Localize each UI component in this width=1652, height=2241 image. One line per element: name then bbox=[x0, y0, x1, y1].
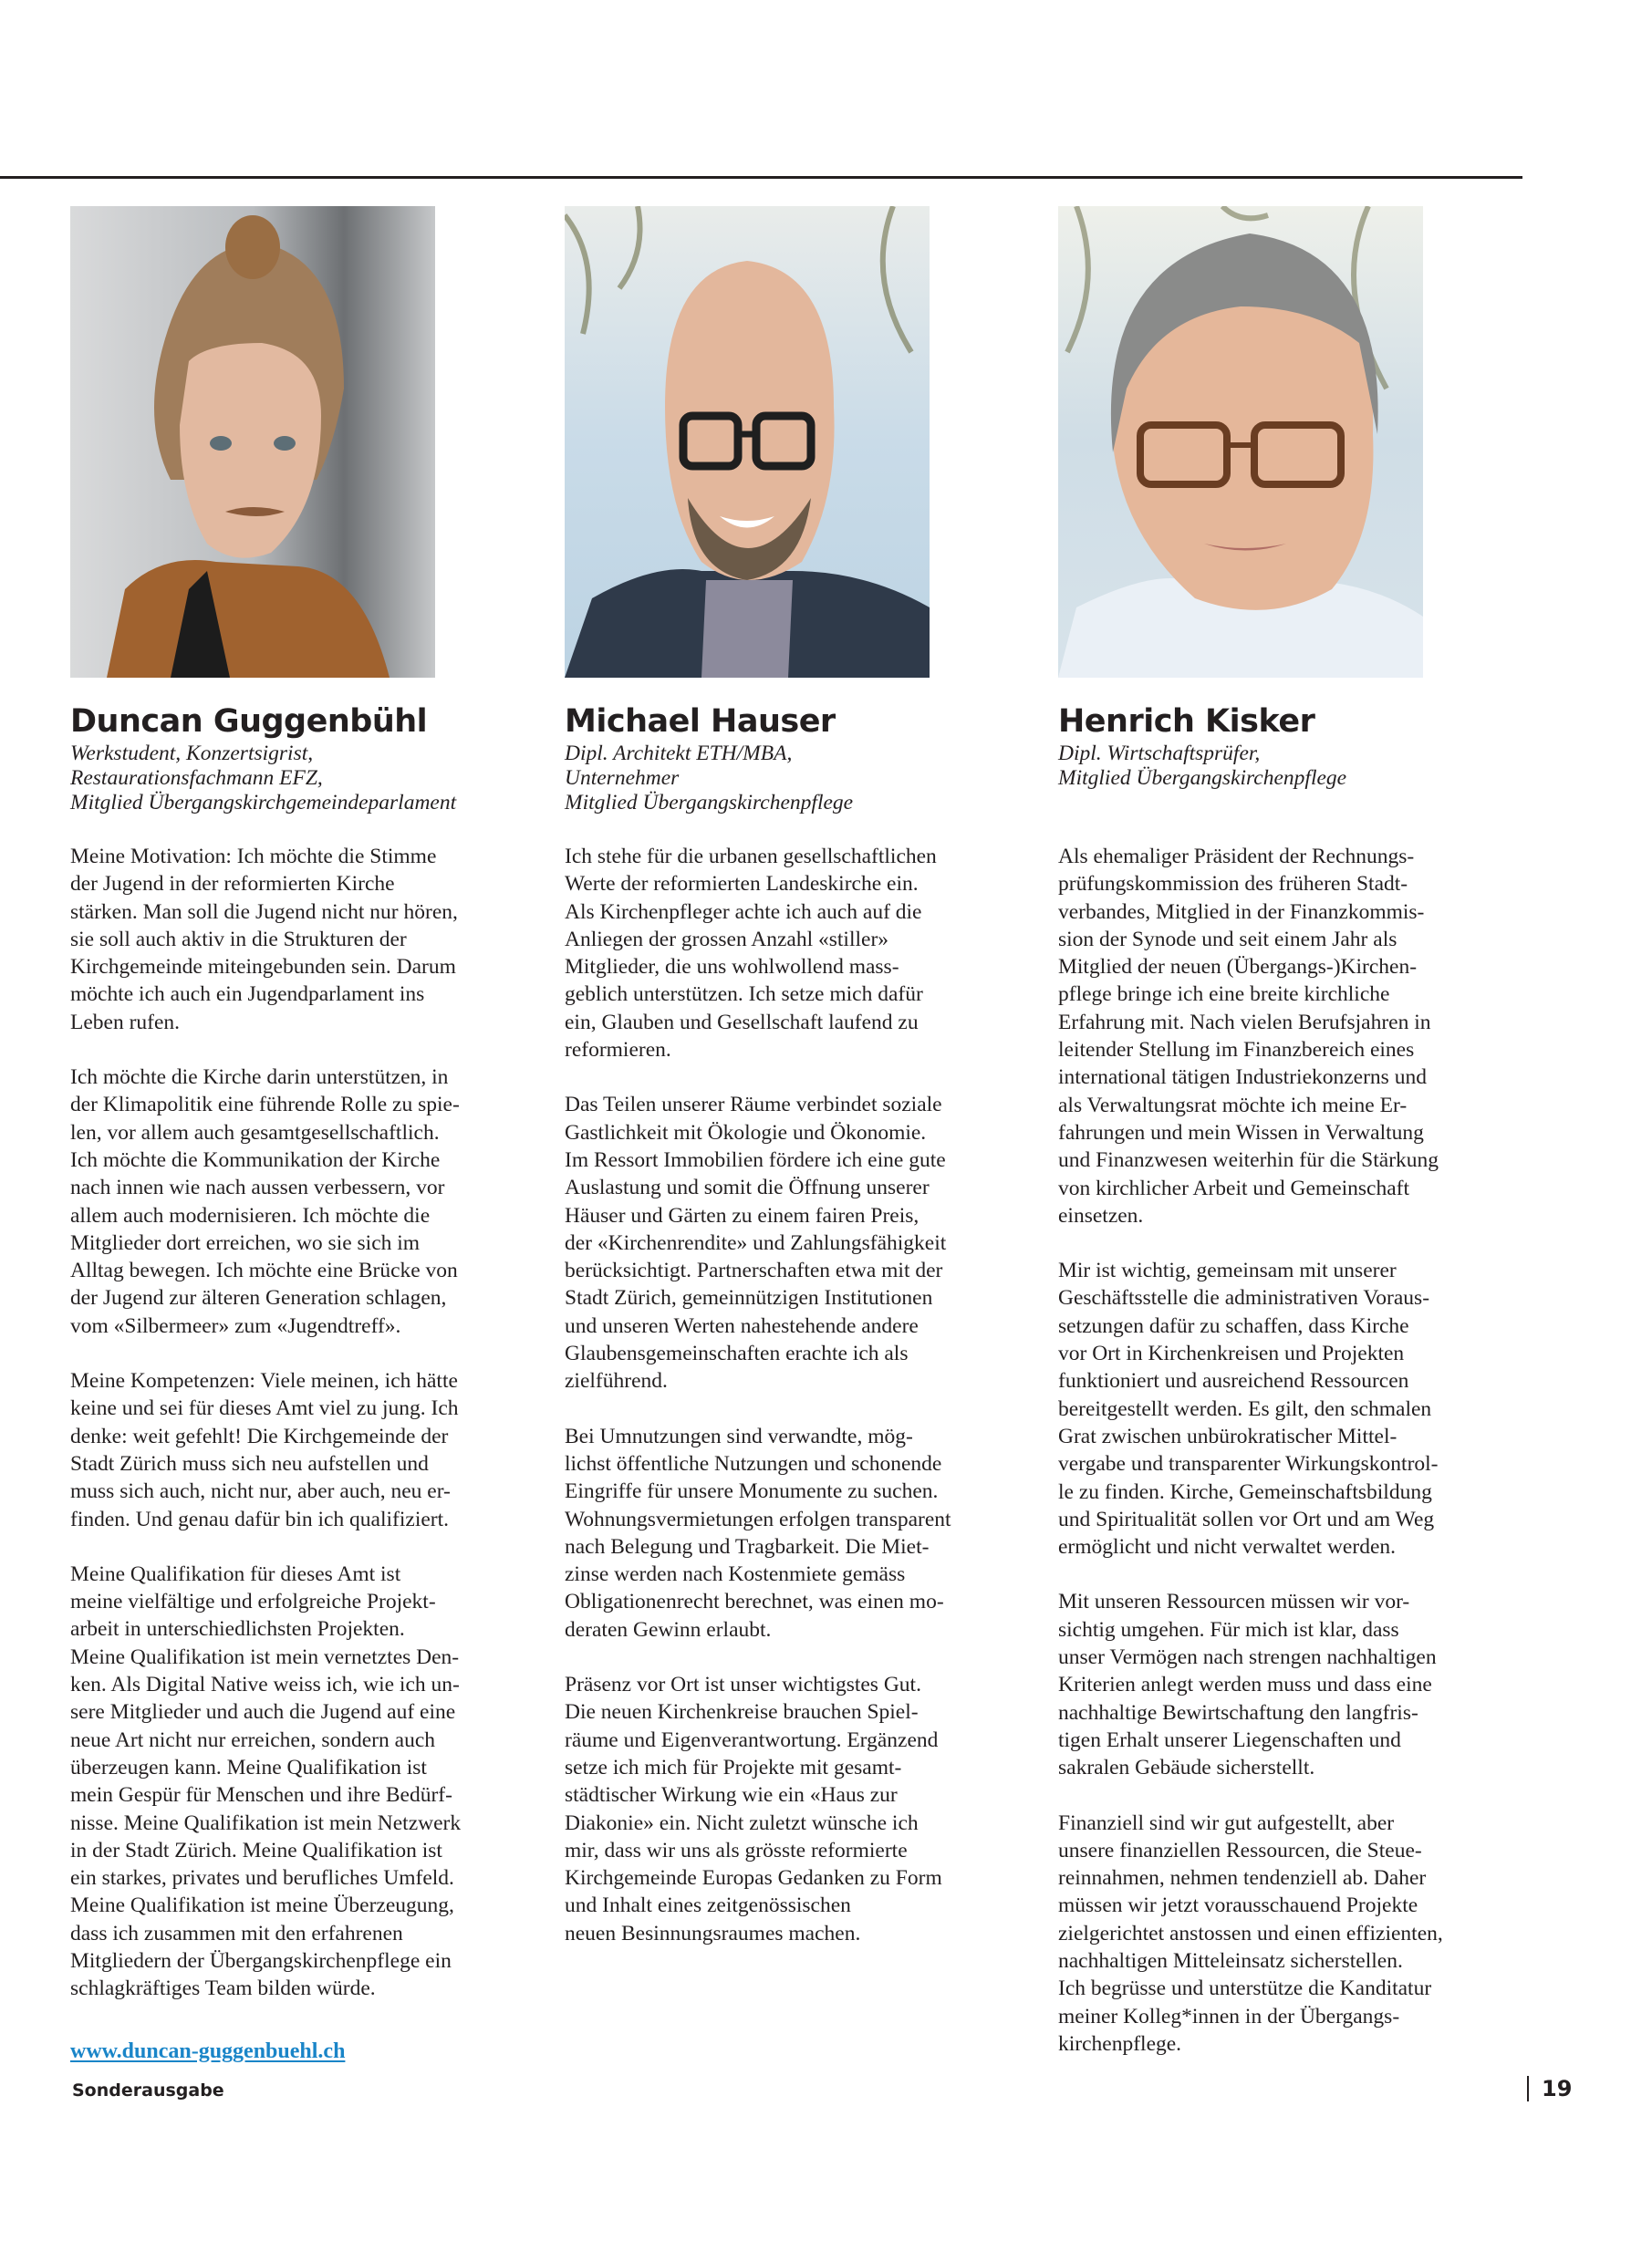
text-line: Leben rufen. bbox=[70, 1010, 181, 1034]
text-line: Bei Umnutzungen sind verwandte, mög- bbox=[565, 1424, 913, 1448]
text-line: zielführend. bbox=[565, 1369, 668, 1394]
text-line: nachhaltige Bewirtschaftung den langfris- bbox=[1058, 1700, 1418, 1725]
role-line: Mitglied Übergangskirchenpflege bbox=[565, 791, 854, 814]
role-line-spacer bbox=[1058, 791, 1533, 815]
paragraph bbox=[70, 1367, 545, 1533]
text-line: möchte ich auch ein Jugendparlament ins bbox=[70, 982, 425, 1007]
portrait-image bbox=[565, 206, 930, 678]
text-line: zinse werden nach Kostenmiete gemäss bbox=[565, 1562, 906, 1587]
candidate-photo bbox=[70, 206, 435, 678]
text-line: Obligationenrecht berechnet, was einen mo- bbox=[565, 1590, 944, 1614]
text-line: der Jugend in der reformierten Kirche bbox=[70, 872, 395, 897]
text-line: muss sich auch, nicht nur, aber auch, neu er- bbox=[70, 1479, 451, 1504]
text-line: verbandes, Mitglied in der Finanzkommis- bbox=[1058, 899, 1425, 924]
text-line: und unseren Werten nahestehende andere bbox=[565, 1313, 919, 1338]
text-line: Häuser und Gärten zu einem fairen Preis, bbox=[565, 1203, 920, 1228]
text-line: Werte der reformierten Landeskirche ein. bbox=[565, 872, 919, 897]
paragraph bbox=[565, 1091, 1039, 1395]
text-line: Stadt Zürich muss sich neu aufstellen und bbox=[70, 1451, 429, 1476]
text-line: vom «Silbermeer» zum «Jugendtreff». bbox=[70, 1313, 401, 1338]
text-line: räume und Eigenverantwortung. Ergänzend bbox=[565, 1727, 939, 1752]
candidate-photo bbox=[1058, 206, 1423, 678]
text-line: ermöglicht und nicht verwaltet werden. bbox=[1058, 1535, 1396, 1560]
candidate-column bbox=[565, 206, 1039, 1975]
candidate-role bbox=[1058, 742, 1533, 815]
text-line: und Inhalt eines zeitgenössischen bbox=[565, 1893, 851, 1918]
text-line: Auslastung und somit die Öffnung unserer bbox=[565, 1176, 930, 1200]
text-line: vor Ort in Kirchenkreisen und Projekten bbox=[1058, 1342, 1405, 1366]
paragraph bbox=[70, 843, 545, 1036]
text-line: Finanziell sind wir gut aufgestellt, aber bbox=[1058, 1810, 1395, 1835]
text-line: Stadt Zürich, gemeinnützigen Institutionen bbox=[565, 1286, 933, 1311]
text-line: ein starkes, privates und berufliches Umfeld. bbox=[70, 1866, 454, 1891]
candidate-role bbox=[565, 742, 1039, 815]
text-line: zielgerichtet anstossen und einen effizienten, bbox=[1058, 1921, 1443, 1945]
text-line: Das Teilen unserer Räume verbindet soziale bbox=[565, 1093, 942, 1117]
role-line: Werkstudent, Konzertsigrist, bbox=[70, 742, 314, 765]
paragraph bbox=[565, 843, 1039, 1063]
text-line: Alltag bewegen. Ich möchte eine Brücke von bbox=[70, 1259, 458, 1283]
text-line: Mitglieder dort erreichen, wo sie sich im bbox=[70, 1230, 421, 1255]
role-line: Mitglied Übergangskirchenpflege bbox=[1058, 766, 1347, 790]
text-line: Erfahrung mit. Nach vielen Berufsjahren in bbox=[1058, 1010, 1431, 1034]
text-line: Anliegen der grossen Anzahl «stiller» bbox=[565, 927, 889, 951]
text-line: pflege bringe ich eine breite kirchliche bbox=[1058, 982, 1390, 1007]
text-line: nach innen wie nach aussen verbessern, vor bbox=[70, 1176, 445, 1200]
paragraph bbox=[1058, 1810, 1533, 2059]
text-line: prüfungskommission des früheren Stadt- bbox=[1058, 872, 1408, 897]
text-line: Die neuen Kirchenkreise brauchen Spiel- bbox=[565, 1700, 919, 1725]
text-line: Meine Kompetenzen: Viele meinen, ich hätte bbox=[70, 1369, 458, 1394]
text-line: Im Ressort Immobilien fördere ich eine gute bbox=[565, 1147, 946, 1172]
text-line: ken. Als Digital Native weiss ich, wie ich un- bbox=[70, 1673, 460, 1697]
text-line: vergabe und transparenter Wirkungskontrol- bbox=[1058, 1452, 1439, 1477]
text-line: Als ehemaliger Präsident der Rechnungs- bbox=[1058, 845, 1415, 868]
text-line: reformieren. bbox=[565, 1038, 671, 1063]
text-line: Kirchgemeinde Europas Gedanken zu Form bbox=[565, 1866, 942, 1891]
text-line: mein Gespür für Menschen und ihre Bedürf- bbox=[70, 1783, 452, 1808]
text-line: le zu finden. Kirche, Gemeinschaftsbildung bbox=[1058, 1479, 1432, 1504]
text-line: von kirchlicher Arbeit und Gemeinschaft bbox=[1058, 1176, 1410, 1200]
text-line: Meine Qualifikation ist mein vernetztes Den- bbox=[70, 1644, 460, 1669]
text-line: geblich unterstützen. Ich setze mich dafür bbox=[565, 982, 923, 1007]
candidate-name: Duncan Guggenbühl bbox=[70, 703, 428, 740]
text-line: einsetzen. bbox=[1058, 1203, 1144, 1228]
text-line: Grat zwischen unbürokratischer Mittel- bbox=[1058, 1424, 1397, 1448]
text-line: Mitgliedern der Übergangskirchenpflege ein bbox=[70, 1948, 452, 1973]
text-line: sakralen Gebäude sicherstellt. bbox=[1058, 1756, 1315, 1780]
paragraph bbox=[1058, 1588, 1533, 1781]
text-line: finden. Und genau dafür bin ich qualifiziert. bbox=[70, 1507, 450, 1531]
paragraph bbox=[565, 1423, 1039, 1644]
text-line: tigen Erhalt unserer Liegenschaften und bbox=[1058, 1727, 1401, 1752]
website-link[interactable]: www.duncan-guggenbuehl.ch bbox=[70, 2039, 346, 2063]
text-line: keine und sei für dieses Amt viel zu jung. Ich bbox=[70, 1396, 459, 1421]
text-line: allem auch modernisieren. Ich möchte die bbox=[70, 1203, 431, 1228]
text-line: Glaubensgemeinschaften erachte ich als bbox=[565, 1342, 909, 1366]
text-line: bereitgestellt werden. Es gilt, den schmalen bbox=[1058, 1396, 1432, 1421]
text-line: lichst öffentliche Nutzungen und schonende bbox=[565, 1451, 942, 1476]
text-line: der Jugend zur älteren Generation schlagen, bbox=[70, 1286, 447, 1311]
text-line: Wohnungsvermietungen erfolgen transparent bbox=[565, 1507, 951, 1531]
text-line: len, vor allem auch gesamtgesellschaftlich. bbox=[70, 1120, 440, 1145]
text-line: Meine Qualifikation für dieses Amt ist bbox=[70, 1561, 401, 1586]
role-line: Unternehmer bbox=[565, 766, 680, 790]
page-number: 19 bbox=[1542, 2076, 1573, 2101]
text-line: überzeugen kann. Meine Qualifikation ist bbox=[70, 1755, 427, 1779]
candidate-statement bbox=[1058, 843, 1533, 2058]
text-line: stärken. Man soll die Jugend nicht nur hören, bbox=[70, 899, 458, 924]
text-line: Ich möchte die Kommunikation der Kirche bbox=[70, 1147, 441, 1172]
text-line: neue Art nicht nur erreichen, sondern auch bbox=[70, 1727, 435, 1752]
text-line: der Klimapolitik eine führende Rolle zu spie- bbox=[70, 1093, 460, 1117]
text-line: ein, Glauben und Gesellschaft laufend zu bbox=[565, 1010, 919, 1034]
text-line: arbeit in unterschiedlichsten Projekten. bbox=[70, 1617, 405, 1642]
text-line: sion der Synode und seit einem Jahr als bbox=[1058, 927, 1397, 951]
text-line: setze ich mich für Projekte mit gesamt- bbox=[565, 1755, 902, 1779]
text-line: Gastlichkeit mit Ökologie und Ökonomie. bbox=[565, 1120, 927, 1145]
text-line: der «Kirchenrendite» und Zahlungsfähigkeit bbox=[565, 1230, 947, 1255]
text-line: funktioniert und ausreichend Ressourcen bbox=[1058, 1369, 1409, 1394]
text-line: leitender Stellung im Finanzbereich eines bbox=[1058, 1038, 1415, 1063]
text-line: Geschäftsstelle die administrativen Voraus- bbox=[1058, 1286, 1430, 1311]
role-line: Restaurationsfachmann EFZ, bbox=[70, 766, 323, 790]
text-line: neuen Besinnungsraumes machen. bbox=[565, 1921, 861, 1945]
text-line: städtischer Wirkung wie ein «Haus zur bbox=[565, 1783, 898, 1808]
text-line: mir, dass wir uns als grösste reformierte bbox=[565, 1838, 908, 1862]
text-line: nisse. Meine Qualifikation ist mein Netzwerk bbox=[70, 1810, 462, 1835]
text-line: Kirchgemeinde miteingebunden sein. Darum bbox=[70, 955, 456, 980]
text-line: nachhaltigen Mitteleinsatz sicherstellen. bbox=[1058, 1948, 1403, 1973]
text-line: Als Kirchenpfleger achte ich auch auf die bbox=[565, 899, 922, 924]
candidate-role bbox=[70, 742, 545, 815]
role-line: Dipl. Architekt ETH/MBA, bbox=[565, 742, 793, 765]
text-line: fahrungen und mein Wissen in Verwaltung bbox=[1058, 1120, 1424, 1145]
text-line: kirchenpflege. bbox=[1058, 2031, 1182, 2056]
candidate-name: Henrich Kisker bbox=[1058, 703, 1315, 740]
candidate-statement bbox=[565, 843, 1039, 1947]
candidate-statement bbox=[70, 843, 545, 2065]
text-line: meiner Kolleg*innen in der Übergangs- bbox=[1058, 2004, 1400, 2028]
text-line: sichtig umgehen. Für mich ist klar, dass bbox=[1058, 1617, 1399, 1642]
text-line: dass ich zusammen mit den erfahrenen bbox=[70, 1921, 403, 1945]
page-separator bbox=[1527, 2076, 1529, 2101]
publication-label: Sonderausgabe bbox=[72, 2080, 224, 2101]
candidate-column bbox=[1058, 206, 1533, 2085]
portrait-image bbox=[70, 206, 435, 678]
text-line: Meine Qualifikation ist meine Überzeugung, bbox=[70, 1893, 454, 1918]
text-line: Mitglied der neuen (Übergangs-)Kirchen- bbox=[1058, 955, 1418, 980]
text-line: als Verwaltungsrat möchte ich meine Er- bbox=[1058, 1093, 1408, 1117]
role-line: Dipl. Wirtschaftsprüfer, bbox=[1058, 742, 1261, 765]
text-line: berücksichtigt. Partnerschaften etwa mit der bbox=[565, 1259, 943, 1283]
text-line: deraten Gewinn erlaubt. bbox=[565, 1617, 772, 1642]
text-line: unser Vermögen nach strengen nachhaltigen bbox=[1058, 1645, 1437, 1670]
paragraph bbox=[1058, 843, 1533, 1229]
text-line: Eingriffe für unsere Monumente zu suchen. bbox=[565, 1479, 939, 1504]
text-line: Ich begrüsse und unterstütze die Kanditatur bbox=[1058, 1976, 1432, 2001]
portrait-image bbox=[1058, 206, 1423, 678]
text-line: Mit unseren Ressourcen müssen wir vor- bbox=[1058, 1590, 1410, 1614]
candidate-name: Michael Hauser bbox=[565, 703, 836, 740]
text-line: reinnahmen, nehmen tendenziell ab. Daher bbox=[1058, 1866, 1427, 1891]
top-rule bbox=[0, 176, 1522, 179]
text-line: Mitglieder, die uns wohlwollend mass- bbox=[565, 955, 899, 980]
text-line: Mir ist wichtig, gemeinsam mit unserer bbox=[1058, 1259, 1397, 1283]
paragraph bbox=[70, 1561, 545, 2003]
text-line: in der Stadt Zürich. Meine Qualifikation ist bbox=[70, 1838, 442, 1862]
candidate-column bbox=[70, 206, 545, 2065]
text-line: und Spiritualität sollen vor Ort und am Weg bbox=[1058, 1507, 1435, 1531]
text-line: setzungen dafür zu schaffen, dass Kirche bbox=[1058, 1313, 1409, 1338]
role-line: Mitglied Übergangskirchgemeindeparlament bbox=[70, 791, 457, 814]
paragraph bbox=[565, 1671, 1039, 1947]
text-line: international tätigen Industriekonzerns und bbox=[1058, 1065, 1427, 1090]
text-line: meine vielfältige und erfolgreiche Projekt- bbox=[70, 1590, 436, 1614]
text-line: Diakonie» ein. Nicht zuletzt wünsche ich bbox=[565, 1810, 919, 1835]
text-line: sere Mitglieder und auch die Jugend auf eine bbox=[70, 1700, 456, 1725]
paragraph bbox=[70, 1063, 545, 1340]
text-line: Ich stehe für die urbanen gesellschaftlichen bbox=[565, 845, 937, 868]
text-line: Kriterien anlegt werden muss und dass eine bbox=[1058, 1673, 1432, 1697]
text-line: nach Belegung und Tragbarkeit. Die Miet- bbox=[565, 1534, 930, 1559]
text-line: unsere finanziellen Ressourcen, die Steue- bbox=[1058, 1838, 1422, 1862]
text-line: denke: weit gefehlt! Die Kirchgemeinde der bbox=[70, 1424, 449, 1448]
paragraph bbox=[1058, 1257, 1533, 1561]
text-line: Ich möchte die Kirche darin unterstützen, in bbox=[70, 1065, 449, 1090]
text-line: müssen wir jetzt vorausschauend Projekte bbox=[1058, 1893, 1418, 1918]
text-line: schlagkräftiges Team bilden würde. bbox=[70, 1976, 376, 2001]
page-number-block bbox=[1527, 2076, 1572, 2101]
text-line: Meine Motivation: Ich möchte die Stimme bbox=[70, 845, 437, 868]
text-line: sie soll auch aktiv in die Strukturen der bbox=[70, 927, 407, 951]
text-line: und Finanzwesen weiterhin für die Stärkung bbox=[1058, 1148, 1439, 1173]
text-line: Präsenz vor Ort ist unser wichtigstes Gut. bbox=[565, 1673, 921, 1697]
candidate-photo bbox=[565, 206, 930, 678]
